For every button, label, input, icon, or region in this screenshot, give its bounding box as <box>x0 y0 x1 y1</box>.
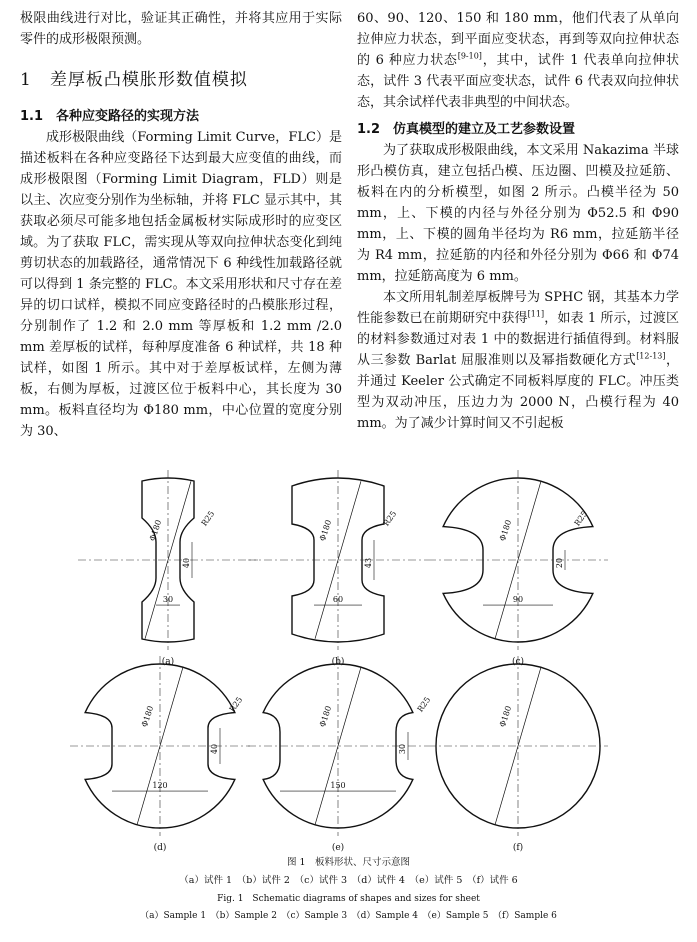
width-dimension-label: 60 <box>332 595 344 605</box>
figure-caption-en: Fig. 1 Schematic diagrams of shapes and sizes for sheet <box>217 894 480 904</box>
diameter-label: Φ180 <box>497 704 514 729</box>
diameter-label: Φ180 <box>317 518 334 543</box>
subsection-title: 仿真模型的建立及工艺参数设置 <box>393 122 576 137</box>
panel-label: (c) <box>511 657 525 667</box>
height-dimension-label: 20 <box>555 557 564 569</box>
text-run: ，如表 1 所示，过渡区的材料参数通过对表 1 中的数据进行插值得到。材料服从三参数 Barlat 屈服准则以及幂指数硬化方式 <box>357 311 679 368</box>
panel-label: (b) <box>331 657 345 667</box>
radius-label: R25 <box>227 695 245 714</box>
paragraph: 为了获取成形极限曲线，本文采用 Nakazima 半球形凸模仿真，建立包括凸模、压边圈、凹模及拉延筋、板料在内的分析模型，如图 2 所示。凸模半径为 50 mm，上、下模的内径与外径分别为 Φ52.5 和 Φ90 mm，上、下模的圆角半径均为 R6 mm，拉延筋半径为 R4 mm，拉延筋的内径和外径分别为 Φ66 和 Φ74 mm，拉延筋高度为 6 mm。 <box>357 143 679 284</box>
diameter-label: Φ180 <box>497 518 514 543</box>
subsection-heading <box>357 119 679 140</box>
diameter-label: Φ180 <box>317 704 334 729</box>
citation: [9-10] <box>457 51 482 61</box>
radius-label: R25 <box>199 509 217 528</box>
paragraph: 成形极限曲线（Forming Limit Curve，FLC）是描述板料在各种应变路径下达到最大应变值的曲线，而成形极限图（Forming Limit Diagram，FLD）则是以主、次应变分别作为坐标轴，并将 FLC 显示其中，其获取必须尽可能多地包括金属板材实际成形时的应变区域。为了获取 FLC，需实现从等双向拉伸状态变化到纯剪切状态的加载路径，通常情况下 6 种线性加载路径就可以得到 1 条完整的 FLC。本文采用形状和尺寸存在差异的切口试样，模拟不同应变路径时的凸模胀形过程，分别制作了 1.2 和 2.0 mm 等厚板和 1.2 mm /2.0 mm 差厚板的试样，每种厚度准备 6 种试样，共 18 种试样，如图 1 所示。其中对于差厚板试样，左侧为薄板，右侧为厚板，过渡区位于板料中心，其长度为 30 mm。板料直径均为 Φ180 mm，中心位置的宽度分别为 30、 <box>20 130 342 439</box>
text-run: 60、90、120、150 和 180 mm，他们代表了从单向拉伸应力状态，到平面应变状态，再到等双向拉伸状态的 6 种应力状态 <box>357 11 679 68</box>
sample-shape-panel <box>70 656 250 836</box>
panel-label: (a) <box>161 657 175 667</box>
text-run: 本文所用轧制差厚板牌号为 SPHC 钢，其基本力学性能参数已在前期研究中获得 <box>357 290 679 326</box>
subsection-heading <box>20 106 342 127</box>
sample-shape-panel <box>248 470 428 650</box>
radius-label: R25 <box>572 509 590 528</box>
left-column <box>20 8 342 442</box>
figure-subcaption-cn: （a）试件 1 （b）试件 2 （c）试件 3 （d）试件 4 （e）试件 5 （f）试件 6 <box>179 875 518 886</box>
paragraph <box>357 8 679 113</box>
panel-label: (d) <box>153 843 167 853</box>
figure-caption-cn: 图 1 板料形状、尺寸示意图 <box>286 857 411 868</box>
figure-subcaption-en: （a）Sample 1 （b）Sample 2 （c）Sample 3 （d）Sample 4 （e）Sample 5 （f）Sample 6 <box>140 911 557 921</box>
width-dimension-label: 90 <box>512 595 524 605</box>
citation: [12-13] <box>636 351 666 361</box>
paragraph: 极限曲线进行对比，验证其正确性，并将其应用于实际零件的成形极限预测。 <box>20 11 342 47</box>
section-title: 差厚板凸模胀形数值模拟 <box>49 70 248 90</box>
height-dimension-label: 40 <box>182 557 191 569</box>
section-number: 1 <box>20 70 32 90</box>
diameter-label: Φ180 <box>139 704 156 729</box>
sample-shape-panel <box>78 470 258 650</box>
sample-shape-panel <box>428 470 608 650</box>
subsection-number: 1.1 <box>20 109 44 124</box>
section-heading <box>20 68 342 92</box>
right-column <box>357 8 679 434</box>
diameter-label: Φ180 <box>147 518 164 543</box>
radius-label: R25 <box>415 695 433 714</box>
figure-1-sample-shapes <box>60 468 660 868</box>
sample-shape-panel <box>428 656 608 836</box>
text-run: ，其中，试件 1 代表单向拉伸状态，试件 3 代表平面应变状态，试件 6 代表双向拉伸状态，其余试样代表非典型的中间状态。 <box>357 53 679 110</box>
citation: [11] <box>527 309 545 319</box>
width-dimension-label: 30 <box>162 595 174 605</box>
height-dimension-label: 40 <box>210 743 219 755</box>
radius-label: R25 <box>381 509 399 528</box>
height-dimension-label: 30 <box>398 743 407 755</box>
panel-label: (e) <box>331 843 345 853</box>
subsection-title: 各种应变路径的实现方法 <box>56 109 200 124</box>
subsection-number: 1.2 <box>357 122 381 137</box>
width-dimension-label: 150 <box>330 781 346 791</box>
height-dimension-label: 43 <box>364 557 373 569</box>
paragraph <box>357 287 679 434</box>
text-run: ，并通过 Keeler 公式确定不同板料厚度的 FLC。冲压类型为双动冲压，压边力为 2000 N，凸模行程为 40 mm。为了减少计算时间又不引起板 <box>357 353 679 431</box>
panel-label: (f) <box>512 843 524 853</box>
width-dimension-label: 120 <box>152 781 168 791</box>
